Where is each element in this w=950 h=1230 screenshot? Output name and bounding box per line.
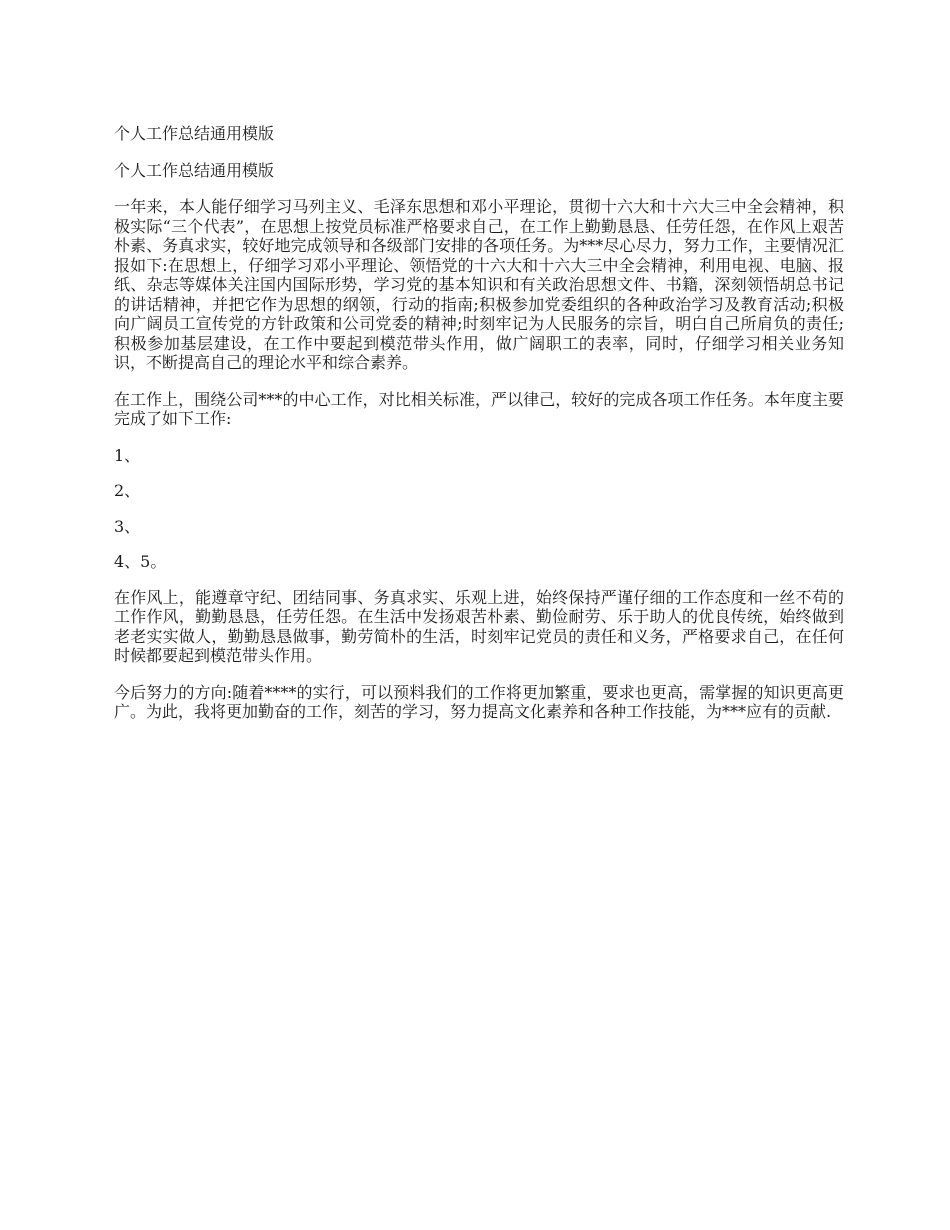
paragraph-ideology: 一年来，本人能仔细学习马列主义、毛泽东思想和邓小平理论，贯彻十六大和十六大三中全会精神，积极实际“三个代表”，在思想上按党员标准严格要求自己，在工作上勤勤恳恳、任劳任怨，在作风上艰苦朴素、务真求实，较好地完成领导和各级部门安排的各项任务。为***尽心尽力，努力工作，主要情况汇报如下:在思想上，仔细学习邓小平理论、领悟党的十六大和十六大三中全会精神，利用电视、电脑、报纸、杂志等媒体关注国内国际形势，学习党的基本知识和有关政治思想文件、书籍，深刻领悟胡总书记的讲话精神，并把它作为思想的纲领，行动的指南;积极参加党委组织的各种政治学习及教育活动;积极向广阔员工宣传党的方针政策和公司党委的精神;时刻牢记为人民服务的宗旨，明白自己所肩负的责任;积极参加基层建设，在工作中要起到模范带头作用，做广阔职工的表率，同时，仔细学习相关业务知识，不断提高自己的理论水平和综合素养。 xyxy=(114,197,844,372)
list-item: 1、 xyxy=(114,445,141,465)
paragraph-work: 在工作上，围绕公司***的中心工作，对比相关标准，严以律己，较好的完成各项工作任务。本年度主要完成了如下工作: xyxy=(114,389,844,428)
list-item: 2、 xyxy=(114,481,141,500)
list-item: 4、5。 xyxy=(114,552,167,571)
document-page xyxy=(114,124,844,739)
document-title: 个人工作总结通用模版 xyxy=(114,124,275,143)
document-subtitle: 个人工作总结通用模版 xyxy=(114,160,275,180)
list-item: 3、 xyxy=(114,516,141,536)
paragraph-future: 今后努力的方向:随着****的实行，可以预料我们的工作将更加繁重，要求也更高，需掌握的知识更高更广。为此，我将更加勤奋的工作，刻苦的学习，努力提高文化素养和各种工作技能，为***应有的贡献. xyxy=(114,682,844,721)
paragraph-style: 在作风上，能遵章守纪、团结同事、务真求实、乐观上进，始终保持严谨仔细的工作态度和一丝不苟的工作作风，勤勤恳恳，任劳任怨。在生活中发扬艰苦朴素、勤俭耐劳、乐于助人的优良传统，始终做到老老实实做人，勤勤恳恳做事，勤劳简朴的生活，时刻牢记党员的责任和义务，严格要求自己，在任何时候都要起到模范带头作用。 xyxy=(114,587,844,665)
